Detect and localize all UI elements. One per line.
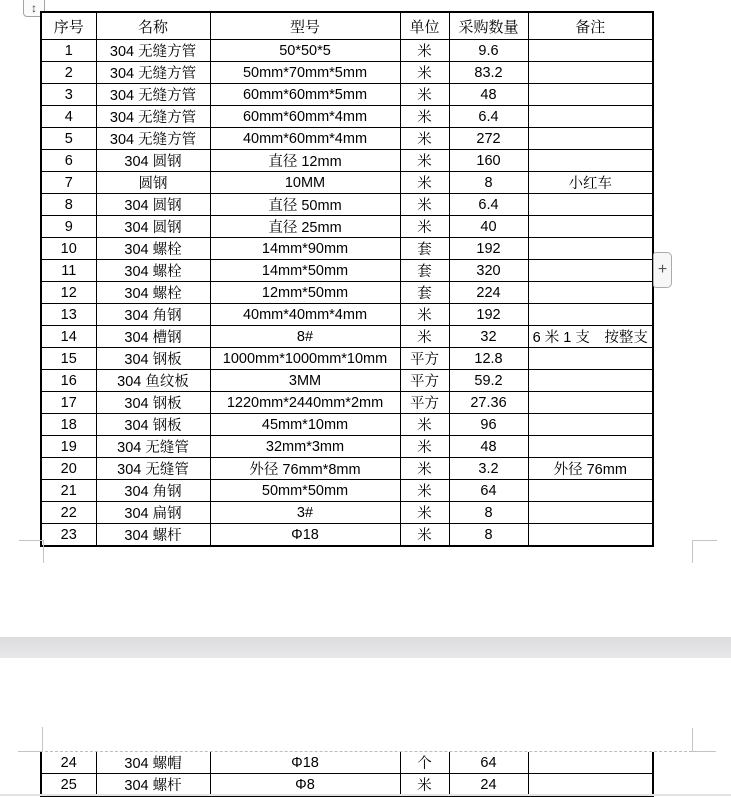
cell-no[interactable]: 7 — [41, 172, 96, 194]
cell-name[interactable]: 304 角钢 — [96, 304, 210, 326]
cell-unit[interactable]: 米 — [400, 480, 449, 502]
cell-qty[interactable]: 83.2 — [449, 62, 528, 84]
cell-note[interactable] — [528, 238, 653, 260]
cell-name[interactable]: 304 螺栓 — [96, 282, 210, 304]
cell-name[interactable]: 304 无缝方管 — [96, 128, 210, 150]
cell-note[interactable] — [528, 524, 653, 547]
cell-model[interactable]: Φ18 — [210, 752, 400, 774]
cell-note[interactable] — [528, 282, 653, 304]
cell-model[interactable]: 3# — [210, 502, 400, 524]
add-button[interactable]: + — [653, 252, 672, 288]
page2-top-right-margin-mark — [692, 728, 716, 752]
cell-qty[interactable]: 96 — [449, 414, 528, 436]
cell-name[interactable]: 圆钢 — [96, 172, 210, 194]
cell-model[interactable]: 8# — [210, 326, 400, 348]
cell-note[interactable] — [528, 84, 653, 106]
cell-model[interactable]: 14mm*50mm — [210, 260, 400, 282]
cell-unit[interactable]: 米 — [400, 62, 449, 84]
cell-unit[interactable]: 套 — [400, 260, 449, 282]
cell-qty[interactable]: 32 — [449, 326, 528, 348]
cell-no[interactable]: 16 — [41, 370, 96, 392]
cell-name[interactable]: 304 无缝管 — [96, 458, 210, 480]
page-break-separator — [0, 637, 731, 658]
cell-model[interactable]: 3MM — [210, 370, 400, 392]
cell-no[interactable]: 25 — [41, 774, 96, 797]
cell-qty[interactable]: 8 — [449, 172, 528, 194]
table-row — [41, 414, 653, 436]
table-row — [41, 40, 653, 62]
cell-no[interactable]: 13 — [41, 304, 96, 326]
up-down-arrow-icon: ↕ — [31, 1, 37, 15]
table-row — [41, 260, 653, 282]
cell-model[interactable]: 40mm*40mm*4mm — [210, 304, 400, 326]
cell-no[interactable]: 5 — [41, 128, 96, 150]
cell-qty[interactable]: 320 — [449, 260, 528, 282]
cell-unit[interactable]: 米 — [400, 216, 449, 238]
cell-no[interactable]: 10 — [41, 238, 96, 260]
cell-qty[interactable]: 8 — [449, 524, 528, 547]
cell-note[interactable] — [528, 752, 653, 774]
cell-no[interactable]: 9 — [41, 216, 96, 238]
cell-name[interactable]: 304 角钢 — [96, 480, 210, 502]
header-cell-note[interactable]: 备注 — [528, 12, 653, 40]
cell-note[interactable] — [528, 106, 653, 128]
header-cell-qty[interactable]: 采购数量 — [449, 12, 528, 40]
table-row — [41, 216, 653, 238]
cell-qty[interactable]: 192 — [449, 238, 528, 260]
cell-name[interactable]: 304 钢板 — [96, 348, 210, 370]
cell-no[interactable]: 1 — [41, 40, 96, 62]
cell-unit[interactable]: 米 — [400, 436, 449, 458]
cell-qty[interactable]: 3.2 — [449, 458, 528, 480]
cell-qty[interactable]: 224 — [449, 282, 528, 304]
header-cell-no[interactable]: 序号 — [41, 12, 96, 40]
table-row — [41, 172, 653, 194]
cell-note[interactable] — [528, 370, 653, 392]
cell-model[interactable]: 60mm*60mm*5mm — [210, 84, 400, 106]
cell-name[interactable]: 304 无缝管 — [96, 436, 210, 458]
cell-name[interactable]: 304 无缝方管 — [96, 62, 210, 84]
page1-bottom-left-margin-mark — [19, 540, 44, 563]
cell-model[interactable]: Φ18 — [210, 524, 400, 547]
cell-name[interactable]: 304 圆钢 — [96, 150, 210, 172]
cell-no[interactable]: 4 — [41, 106, 96, 128]
cell-unit[interactable]: 平方 — [400, 370, 449, 392]
cell-unit[interactable]: 米 — [400, 84, 449, 106]
cell-note[interactable] — [528, 150, 653, 172]
cell-note[interactable] — [528, 40, 653, 62]
cell-model[interactable]: 直径 25mm — [210, 216, 400, 238]
cell-no[interactable]: 21 — [41, 480, 96, 502]
cell-name[interactable]: 304 圆钢 — [96, 216, 210, 238]
cell-name[interactable]: 304 圆钢 — [96, 194, 210, 216]
cell-name[interactable]: 304 螺杆 — [96, 524, 210, 547]
table-row — [41, 150, 653, 172]
cell-qty[interactable]: 48 — [449, 436, 528, 458]
cell-no[interactable]: 11 — [41, 260, 96, 282]
cell-name[interactable]: 304 槽钢 — [96, 326, 210, 348]
table-row — [41, 84, 653, 106]
cell-note[interactable] — [528, 304, 653, 326]
cell-no[interactable]: 17 — [41, 392, 96, 414]
cell-unit[interactable]: 米 — [400, 524, 449, 547]
cell-unit[interactable]: 米 — [400, 414, 449, 436]
table-row — [41, 348, 653, 370]
cell-unit[interactable]: 套 — [400, 238, 449, 260]
cell-model[interactable]: 40mm*60mm*4mm — [210, 128, 400, 150]
cell-model[interactable]: 12mm*50mm — [210, 282, 400, 304]
cell-note[interactable] — [528, 392, 653, 414]
cell-note[interactable] — [528, 774, 653, 797]
table-row — [41, 458, 653, 480]
cell-name[interactable]: 304 螺帽 — [96, 752, 210, 774]
cell-model[interactable]: 50mm*70mm*5mm — [210, 62, 400, 84]
cell-note[interactable] — [528, 128, 653, 150]
table-row — [41, 524, 653, 547]
cell-name[interactable]: 304 无缝方管 — [96, 40, 210, 62]
cell-no[interactable]: 14 — [41, 326, 96, 348]
cell-name[interactable]: 304 无缝方管 — [96, 84, 210, 106]
cell-qty[interactable]: 272 — [449, 128, 528, 150]
cell-qty[interactable]: 6.4 — [449, 106, 528, 128]
cell-no[interactable]: 23 — [41, 524, 96, 547]
header-cell-unit[interactable]: 单位 — [400, 12, 449, 40]
cell-unit[interactable]: 米 — [400, 40, 449, 62]
procurement-table-page1 — [40, 11, 654, 547]
table-header-row — [41, 12, 653, 40]
cell-model[interactable]: 60mm*60mm*4mm — [210, 106, 400, 128]
cell-qty[interactable]: 9.6 — [449, 40, 528, 62]
cell-model[interactable]: 直径 12mm — [210, 150, 400, 172]
table-row — [41, 106, 653, 128]
cell-qty[interactable]: 6.4 — [449, 194, 528, 216]
cell-qty[interactable]: 8 — [449, 502, 528, 524]
cell-name[interactable]: 304 螺栓 — [96, 238, 210, 260]
cell-unit[interactable]: 个 — [400, 752, 449, 774]
cell-note[interactable] — [528, 436, 653, 458]
page1-bottom-right-margin-mark — [692, 540, 717, 563]
cell-model[interactable]: 直径 50mm — [210, 194, 400, 216]
page2-top-left-margin-mark — [18, 727, 43, 752]
cell-note[interactable] — [528, 260, 653, 282]
cell-note[interactable] — [528, 194, 653, 216]
cell-name[interactable]: 304 螺栓 — [96, 260, 210, 282]
cell-no[interactable]: 24 — [41, 752, 96, 774]
table-row — [41, 370, 653, 392]
cell-name[interactable]: 304 扁钢 — [96, 502, 210, 524]
cell-model[interactable]: 14mm*90mm — [210, 238, 400, 260]
cell-qty[interactable]: 12.8 — [449, 348, 528, 370]
cell-qty[interactable]: 59.2 — [449, 370, 528, 392]
cell-model[interactable]: 45mm*10mm — [210, 414, 400, 436]
header-cell-model[interactable]: 型号 — [210, 12, 400, 40]
cell-qty[interactable]: 48 — [449, 84, 528, 106]
table-row — [41, 392, 653, 414]
cell-note[interactable]: 外径 76mm — [528, 458, 653, 480]
cell-name[interactable]: 304 无缝方管 — [96, 106, 210, 128]
cell-note[interactable] — [528, 62, 653, 84]
table-row — [41, 326, 653, 348]
cell-no[interactable]: 22 — [41, 502, 96, 524]
cell-qty[interactable]: 160 — [449, 150, 528, 172]
cell-no[interactable]: 8 — [41, 194, 96, 216]
cell-no[interactable]: 15 — [41, 348, 96, 370]
cell-model[interactable]: 1220mm*2440mm*2mm — [210, 392, 400, 414]
table-row — [41, 752, 653, 774]
table-row — [41, 502, 653, 524]
cell-qty[interactable]: 64 — [449, 752, 528, 774]
table-row — [41, 128, 653, 150]
cell-no[interactable]: 20 — [41, 458, 96, 480]
cell-qty[interactable]: 40 — [449, 216, 528, 238]
cell-name[interactable]: 304 钢板 — [96, 414, 210, 436]
cell-unit[interactable]: 平方 — [400, 392, 449, 414]
cell-qty[interactable]: 27.36 — [449, 392, 528, 414]
cell-note[interactable] — [528, 348, 653, 370]
cell-name[interactable]: 304 钢板 — [96, 392, 210, 414]
cell-note[interactable]: 6 米 1 支 按整支 — [528, 326, 653, 348]
cell-unit[interactable]: 米 — [400, 774, 449, 797]
cell-note[interactable] — [528, 216, 653, 238]
cell-no[interactable]: 18 — [41, 414, 96, 436]
cell-note[interactable] — [528, 480, 653, 502]
cell-unit[interactable]: 套 — [400, 282, 449, 304]
table-row — [41, 194, 653, 216]
cell-model[interactable]: 1000mm*1000mm*10mm — [210, 348, 400, 370]
cell-unit[interactable]: 米 — [400, 326, 449, 348]
cell-no[interactable]: 19 — [41, 436, 96, 458]
cell-unit[interactable]: 米 — [400, 502, 449, 524]
cell-model[interactable]: 50*50*5 — [210, 40, 400, 62]
cell-unit[interactable]: 米 — [400, 106, 449, 128]
cell-unit[interactable]: 米 — [400, 458, 449, 480]
cell-qty[interactable]: 24 — [449, 774, 528, 797]
cell-unit[interactable]: 米 — [400, 150, 449, 172]
procurement-table-page2 — [40, 752, 654, 797]
cell-model[interactable]: 32mm*3mm — [210, 436, 400, 458]
table-row — [41, 480, 653, 502]
cell-unit[interactable]: 米 — [400, 172, 449, 194]
cell-no[interactable]: 6 — [41, 150, 96, 172]
cell-model[interactable]: 外径 76mm*8mm — [210, 458, 400, 480]
cell-unit[interactable]: 米 — [400, 128, 449, 150]
cell-unit[interactable]: 米 — [400, 304, 449, 326]
cell-note[interactable] — [528, 414, 653, 436]
table-row — [41, 304, 653, 326]
cell-qty[interactable]: 192 — [449, 304, 528, 326]
cell-no[interactable]: 12 — [41, 282, 96, 304]
cell-qty[interactable]: 64 — [449, 480, 528, 502]
cell-name[interactable]: 304 鱼纹板 — [96, 370, 210, 392]
cell-no[interactable]: 2 — [41, 62, 96, 84]
cell-note[interactable]: 小红车 — [528, 172, 653, 194]
table-row — [41, 62, 653, 84]
cell-name[interactable]: 304 螺杆 — [96, 774, 210, 797]
cell-unit[interactable]: 平方 — [400, 348, 449, 370]
table-row — [41, 238, 653, 260]
table-row — [41, 282, 653, 304]
cell-model[interactable]: 10MM — [210, 172, 400, 194]
cell-unit[interactable]: 米 — [400, 194, 449, 216]
table-row — [41, 774, 653, 797]
header-cell-name[interactable]: 名称 — [96, 12, 210, 40]
table-row — [41, 436, 653, 458]
cell-model[interactable]: 50mm*50mm — [210, 480, 400, 502]
cell-model[interactable]: Φ8 — [210, 774, 400, 797]
cell-no[interactable]: 3 — [41, 84, 96, 106]
cell-note[interactable] — [528, 502, 653, 524]
